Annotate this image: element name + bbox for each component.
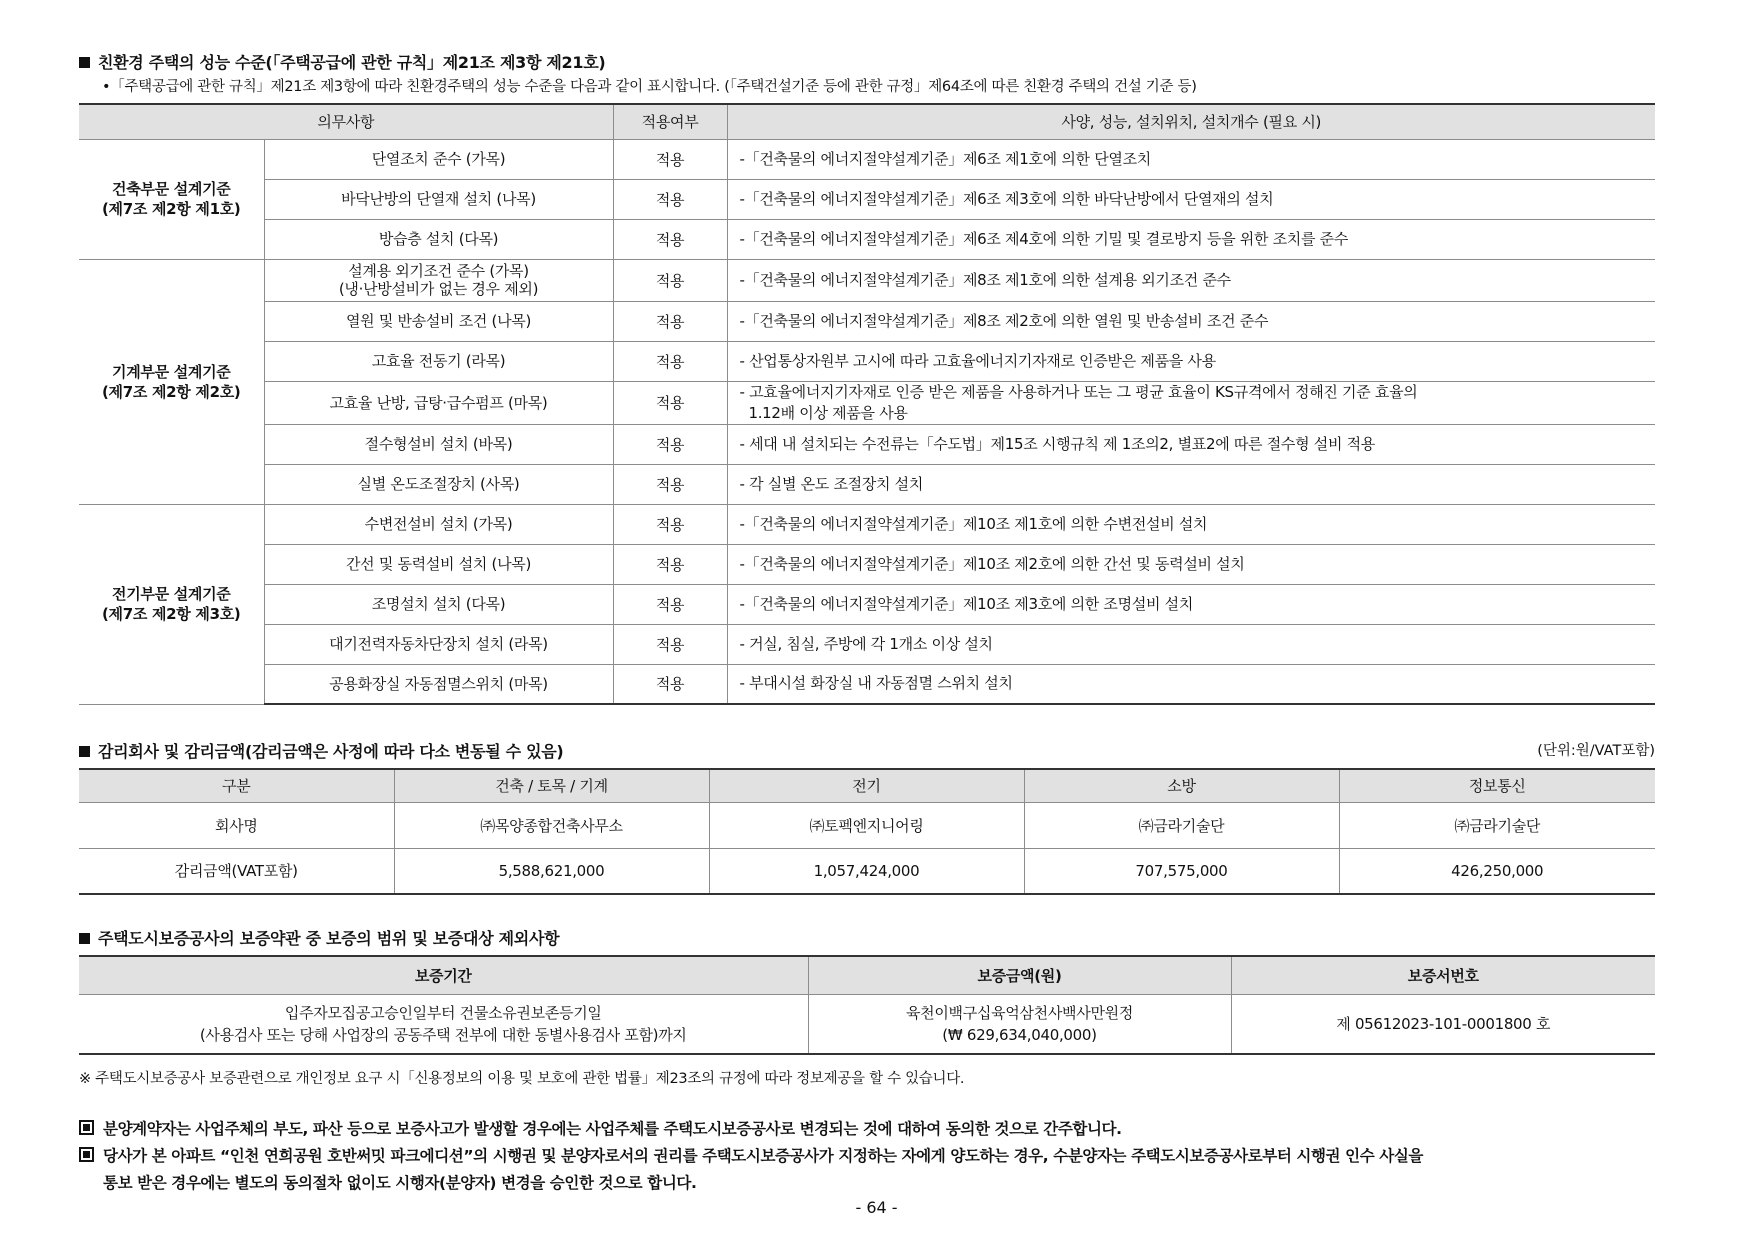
eco-housing-table bbox=[79, 103, 1655, 705]
header-obligation: 의무사항 bbox=[79, 104, 613, 139]
table-row bbox=[79, 584, 1655, 624]
notice-item: 당사가 본 아파트 “인천 연희공원 호반써밋 파크에디션”의 시행권 및 분양자로서의 권리를 주택도시보증공사가 지정하는 자에게 양도하는 경우, 수분양자는 주택도시보증공사로부터 시행권 인수 사실을 bbox=[79, 1144, 1423, 1166]
applicability-cell: 적용 bbox=[613, 504, 727, 544]
table-cell: ㈜금라기술단 bbox=[1024, 802, 1339, 848]
header-guarantee-period: 보증기간 bbox=[79, 956, 808, 994]
page-number: - 64 - bbox=[855, 1198, 898, 1217]
header-applicability: 적용여부 bbox=[613, 104, 727, 139]
specification-cell: -「건축물의 에너지절약설계기준」제8조 제1호에 의한 설계용 외기조건 준수 bbox=[727, 259, 1655, 301]
table-row bbox=[79, 179, 1655, 219]
table-row bbox=[79, 664, 1655, 704]
specification-cell: -「건축물의 에너지절약설계기준」제10조 제1호에 의한 수변전설비 설치 bbox=[727, 504, 1655, 544]
table-row bbox=[79, 624, 1655, 664]
obligation-item: 조명설치 설치 (다목) bbox=[264, 584, 613, 624]
table-cell: 1,057,424,000 bbox=[709, 848, 1024, 894]
header-guarantee-number: 보증서번호 bbox=[1231, 956, 1655, 994]
table-cell: 회사명 bbox=[79, 802, 394, 848]
group-label: 건축부문 설계기준 (제7조 제2항 제1호) bbox=[79, 139, 264, 259]
table-row bbox=[79, 424, 1655, 464]
footnote: ※ 주택도시보증공사 보증관련으로 개인정보 요구 시「신용정보의 이용 및 보호에 관한 법률」제23조의 규정에 따라 정보제공을 할 수 있습니다. bbox=[79, 1071, 965, 1087]
specification-cell: - 산업통상자원부 고시에 따라 고효율에너지기자재로 인증받은 제품을 사용 bbox=[727, 341, 1655, 381]
header-electric: 전기 bbox=[709, 769, 1024, 802]
section3-title: 주택도시보증공사의 보증약관 중 보증의 범위 및 보증대상 제외사항 bbox=[79, 926, 559, 949]
section1-title: 친환경 주택의 성능 수준(「주택공급에 관한 규칙」제21조 제3항 제21호) bbox=[79, 50, 605, 73]
obligation-item: 바닥난방의 단열재 설치 (나목) bbox=[264, 179, 613, 219]
applicability-cell: 적용 bbox=[613, 464, 727, 504]
table-row bbox=[79, 259, 1655, 301]
specification-cell: - 고효율에너지기자재로 인증 받은 제품을 사용하거나 또는 그 평균 효율이 KS규격에서 정해진 기준 효율의 1.12배 이상 제품을 사용 bbox=[727, 381, 1655, 424]
applicability-cell: 적용 bbox=[613, 584, 727, 624]
table-cell: 707,575,000 bbox=[1024, 848, 1339, 894]
section1-subtitle: •「주택공급에 관한 규칙」제21조 제3항에 따라 친환경주택의 성능 수준을 다음과 같이 표시합니다. (「주택건설기준 등에 관한 규정」제64조에 따른 친환경 주택의 건설 기준 등) bbox=[102, 79, 1197, 95]
table-cell: ㈜금라기술단 bbox=[1339, 802, 1655, 848]
applicability-cell: 적용 bbox=[613, 664, 727, 704]
applicability-cell: 적용 bbox=[613, 424, 727, 464]
table-row bbox=[79, 544, 1655, 584]
unit-label: (단위:원/VAT포함) bbox=[1537, 743, 1655, 759]
obligation-item: 고효율 난방, 급탕·급수펌프 (마목) bbox=[264, 381, 613, 424]
table-row bbox=[79, 848, 1655, 894]
table-row bbox=[79, 994, 1655, 1054]
specification-cell: -「건축물의 에너지절약설계기준」제6조 제4호에 의한 기밀 및 결로방지 등을 위한 조치를 준수 bbox=[727, 219, 1655, 259]
obligation-item: 수변전설비 설치 (가목) bbox=[264, 504, 613, 544]
square-bullet-icon bbox=[79, 933, 90, 944]
obligation-item: 공용화장실 자동점멸스위치 (마목) bbox=[264, 664, 613, 704]
specification-cell: -「건축물의 에너지절약설계기준」제6조 제1호에 의한 단열조치 bbox=[727, 139, 1655, 179]
table-row bbox=[79, 341, 1655, 381]
boxed-square-icon bbox=[79, 1147, 94, 1162]
table-row bbox=[79, 301, 1655, 341]
guarantee-amount: 육천이백구십육억삼천사백사만원정 (₩ 629,634,040,000) bbox=[808, 994, 1231, 1054]
table-row bbox=[79, 504, 1655, 544]
supervision-table bbox=[79, 768, 1655, 895]
header-telecom: 정보통신 bbox=[1339, 769, 1655, 802]
obligation-item: 대기전력자동차단장치 설치 (라목) bbox=[264, 624, 613, 664]
obligation-item: 설계용 외기조건 준수 (가목) (냉·난방설비가 없는 경우 제외) bbox=[264, 259, 613, 301]
notice-continuation: 통보 받은 경우에는 별도의 동의절차 없이도 시행자(분양자) 변경을 승인한 것으로 합니다. bbox=[103, 1174, 697, 1192]
specification-cell: - 각 실별 온도 조절장치 설치 bbox=[727, 464, 1655, 504]
applicability-cell: 적용 bbox=[613, 544, 727, 584]
table-cell: ㈜목양종합건축사무소 bbox=[394, 802, 709, 848]
square-bullet-icon bbox=[79, 57, 90, 68]
table-row bbox=[79, 381, 1655, 424]
group-label: 전기부문 설계기준 (제7조 제2항 제3호) bbox=[79, 504, 264, 704]
header-category: 구분 bbox=[79, 769, 394, 802]
boxed-square-icon bbox=[79, 1120, 94, 1135]
specification-cell: -「건축물의 에너지절약설계기준」제8조 제2호에 의한 열원 및 반송설비 조건 준수 bbox=[727, 301, 1655, 341]
header-specification: 사양, 성능, 설치위치, 설치개수 (필요 시) bbox=[727, 104, 1655, 139]
table-row bbox=[79, 219, 1655, 259]
guarantee-table bbox=[79, 955, 1655, 1055]
table-row bbox=[79, 139, 1655, 179]
table-cell: 감리금액(VAT포함) bbox=[79, 848, 394, 894]
applicability-cell: 적용 bbox=[613, 624, 727, 664]
header-guarantee-amount: 보증금액(원) bbox=[808, 956, 1231, 994]
applicability-cell: 적용 bbox=[613, 139, 727, 179]
section2-title: 감리회사 및 감리금액(감리금액은 사정에 따라 다소 변동될 수 있음) bbox=[79, 739, 563, 762]
applicability-cell: 적용 bbox=[613, 341, 727, 381]
notice-item: 분양계약자는 사업주체의 부도, 파산 등으로 보증사고가 발생할 경우에는 사업주체를 주택도시보증공사로 변경되는 것에 대하여 동의한 것으로 간주합니다. bbox=[79, 1117, 1122, 1139]
obligation-item: 절수형설비 설치 (바목) bbox=[264, 424, 613, 464]
square-bullet-icon bbox=[79, 746, 90, 757]
group-label: 기계부문 설계기준 (제7조 제2항 제2호) bbox=[79, 259, 264, 504]
obligation-item: 간선 및 동력설비 설치 (나목) bbox=[264, 544, 613, 584]
obligation-item: 실별 온도조절장치 (사목) bbox=[264, 464, 613, 504]
obligation-item: 단열조치 준수 (가목) bbox=[264, 139, 613, 179]
guarantee-period: 입주자모집공고승인일부터 건물소유권보존등기일 (사용검사 또는 당해 사업장의 공동주택 전부에 대한 동별사용검사 포함)까지 bbox=[79, 994, 808, 1054]
specification-cell: -「건축물의 에너지절약설계기준」제10조 제3호에 의한 조명설비 설치 bbox=[727, 584, 1655, 624]
header-fire: 소방 bbox=[1024, 769, 1339, 802]
table-cell: 426,250,000 bbox=[1339, 848, 1655, 894]
specification-cell: - 거실, 침실, 주방에 각 1개소 이상 설치 bbox=[727, 624, 1655, 664]
specification-cell: -「건축물의 에너지절약설계기준」제6조 제3호에 의한 바닥난방에서 단열재의 설치 bbox=[727, 179, 1655, 219]
header-architecture: 건축 / 토목 / 기계 bbox=[394, 769, 709, 802]
specification-cell: - 부대시설 화장실 내 자동점멸 스위치 설치 bbox=[727, 664, 1655, 704]
specification-cell: - 세대 내 설치되는 수전류는「수도법」제15조 시행규칙 제 1조의2, 별표2에 따른 절수형 설비 적용 bbox=[727, 424, 1655, 464]
applicability-cell: 적용 bbox=[613, 219, 727, 259]
table-row bbox=[79, 464, 1655, 504]
applicability-cell: 적용 bbox=[613, 381, 727, 424]
applicability-cell: 적용 bbox=[613, 179, 727, 219]
applicability-cell: 적용 bbox=[613, 301, 727, 341]
table-row bbox=[79, 802, 1655, 848]
specification-cell: -「건축물의 에너지절약설계기준」제10조 제2호에 의한 간선 및 동력설비 설치 bbox=[727, 544, 1655, 584]
obligation-item: 열원 및 반송설비 조건 (나목) bbox=[264, 301, 613, 341]
obligation-item: 방습층 설치 (다목) bbox=[264, 219, 613, 259]
obligation-item: 고효율 전동기 (라목) bbox=[264, 341, 613, 381]
applicability-cell: 적용 bbox=[613, 259, 727, 301]
table-cell: ㈜토펙엔지니어링 bbox=[709, 802, 1024, 848]
table-cell: 5,588,621,000 bbox=[394, 848, 709, 894]
guarantee-number: 제 05612023-101-0001800 호 bbox=[1231, 994, 1655, 1054]
